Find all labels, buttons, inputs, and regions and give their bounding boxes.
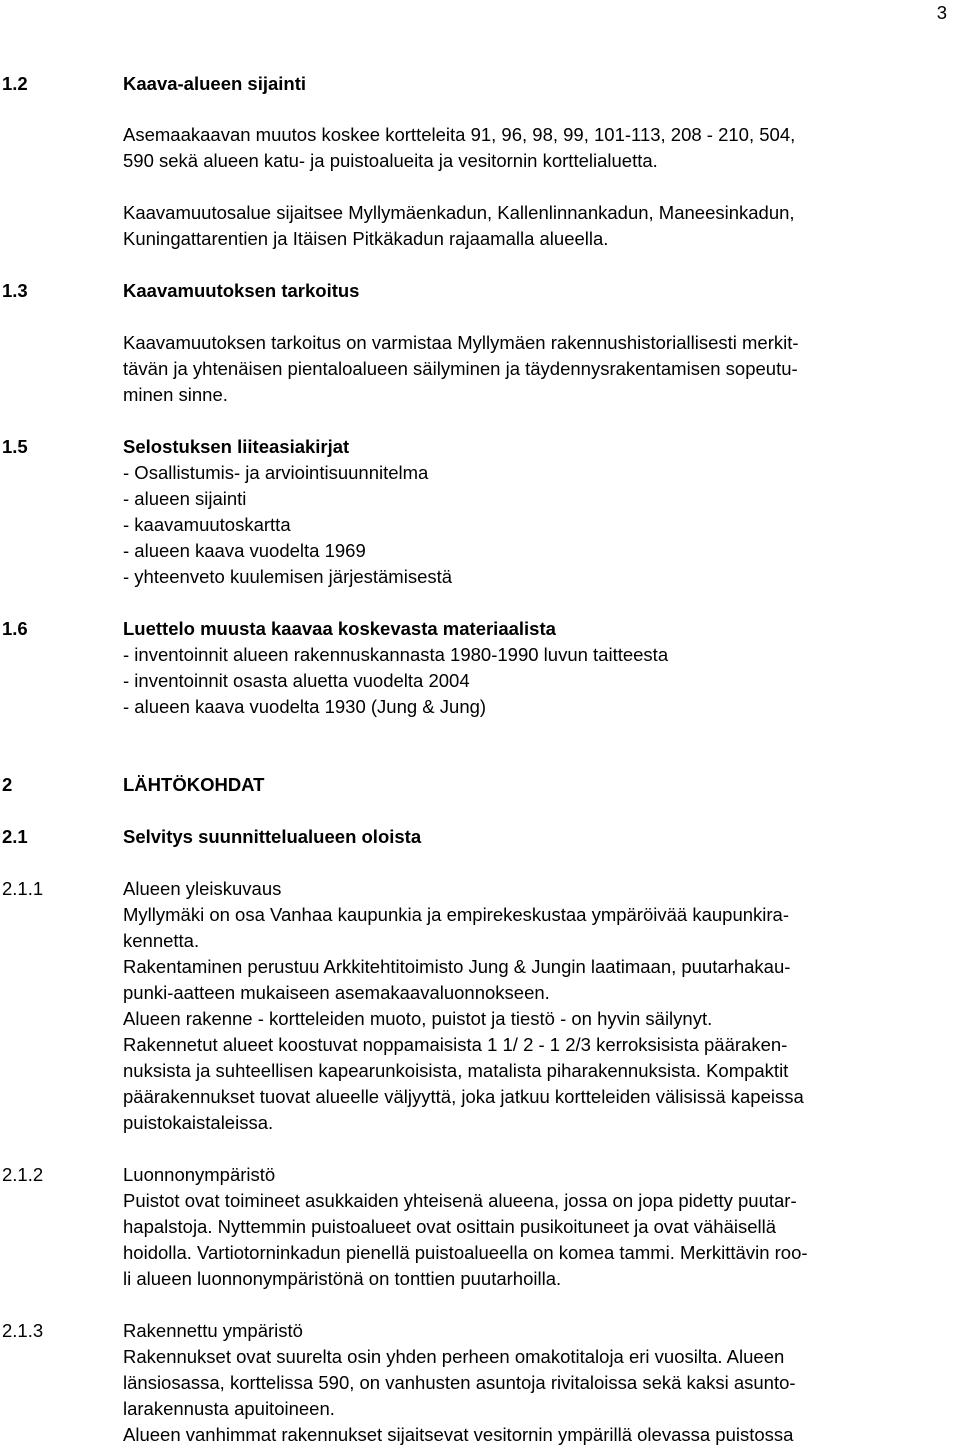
section-heading: Luonnonympäristö [123,1164,276,1185]
section-number: 2.1 [2,826,28,847]
paragraph-line: nuksista ja suhteellisen kapearunkoisista, matalista piharakennuksista. Kompaktit [123,1060,789,1081]
paragraph-line: hapalstoja. Nyttemmin puistoalueet ovat osittain pusikoituneet ja ovat vähäisellä [123,1216,777,1237]
section-2-1-2-body [123,1188,957,1292]
section-2-1-3-body [123,1344,957,1448]
list-item: - kaavamuutoskartta [123,514,291,535]
section-1-2-body [123,122,957,174]
list-item: - inventoinnit alueen rakennuskannasta 1980-1990 luvun taitteesta [123,644,669,665]
paragraph-line: tävän ja yhtenäisen pientaloalueen säilyminen ja täydennysrakentamisen sopeutu- [123,358,798,379]
section-number: 1.6 [2,618,28,639]
section-number: 1.5 [2,436,28,457]
page-number: 3 [936,2,947,23]
paragraph-line: Rakennetut alueet koostuvat noppamaisista 1 1/ 2 - 1 2/3 kerroksisista pääraken- [123,1034,788,1055]
section-heading: Selvitys suunnittelualueen oloista [123,826,422,847]
section-1-3-body [123,330,957,408]
section-heading: Kaavamuutoksen tarkoitus [123,280,360,301]
attachment-list [123,460,452,590]
paragraph-line: länsiosassa, korttelissa 590, on vanhusten asuntoja rivitaloissa sekä kaksi asunto- [123,1372,796,1393]
paragraph-line: Rakentaminen perustuu Arkkitehtitoimisto Jung & Jungin laatimaan, puutarhakau- [123,956,791,977]
section-heading: Alueen yleiskuvaus [123,878,282,899]
list-item: - alueen sijainti [123,488,247,509]
paragraph-line: larakennusta apuitoineen. [123,1398,335,1419]
section-heading: Rakennettu ympäristö [123,1320,303,1341]
paragraph-line: Asemaakaavan muutos koskee kortteleita 91, 96, 98, 99, 101-113, 208 - 210, 504, [123,124,796,145]
section-number: 2.1.2 [2,1164,44,1185]
paragraph-line: Myllymäki on osa Vanhaa kaupunkia ja empirekeskustaa ympäröivää kaupunkira- [123,904,789,925]
paragraph-line: Kaavamuutoksen tarkoitus on varmistaa Myllymäen rakennushistoriallisesti merkit- [123,332,799,353]
paragraph-line: minen sinne. [123,384,228,405]
section-number: 2 [2,774,13,795]
section-number: 2.1.3 [2,1320,44,1341]
paragraph-line: li alueen luonnonympäristönä on tonttien puutarhoilla. [123,1268,562,1289]
paragraph-line: Kuningattarentien ja Itäisen Pitkäkadun rajaamalla alueella. [123,228,609,249]
paragraph-line: hoidolla. Vartiotorninkadun pienellä puistoalueella on komea tammi. Merkittävin roo- [123,1242,808,1263]
section-number: 2.1.1 [2,878,44,899]
paragraph-line: kennetta. [123,930,200,951]
paragraph-line: Kaavamuutosalue sijaitsee Myllymäenkadun, Kallenlinnankadun, Maneesinkadun, [123,202,795,223]
section-heading: Luettelo muusta kaavaa koskevasta materiaalista [123,618,556,639]
paragraph-line: päärakennukset tuovat alueelle väljyyttä, joka jatkuu kortteleiden välisissä kapeissa [123,1086,804,1107]
list-item: - alueen kaava vuodelta 1969 [123,540,366,561]
paragraph-line: Rakennukset ovat suurelta osin yhden perheen omakotitaloja eri vuosilta. Alueen [123,1346,785,1367]
section-heading: Selostuksen liiteasiakirjat [123,436,350,457]
list-item: - inventoinnit osasta aluetta vuodelta 2004 [123,670,470,691]
section-heading: LÄHTÖKOHDAT [123,774,265,795]
section-number: 1.2 [2,73,28,94]
section-heading: Kaava-alueen sijainti [123,73,307,94]
paragraph-line: punki-aatteen mukaiseen asemakaavaluonnokseen. [123,982,550,1003]
paragraph-line: puistokaistaleissa. [123,1112,274,1133]
material-list [123,642,668,720]
list-item: - Osallistumis- ja arviointisuunnitelma [123,462,429,483]
list-item: - alueen kaava vuodelta 1930 (Jung & Jung) [123,696,487,717]
paragraph-line: Alueen vanhimmat rakennukset sijaitsevat vesitornin ympärillä olevassa puistossa [123,1424,794,1445]
paragraph-line: Puistot ovat toimineet asukkaiden yhteisenä alueena, jossa on jopa pidetty puutar- [123,1190,797,1211]
paragraph-line: 590 sekä alueen katu- ja puistoalueita ja vesitornin korttelialuetta. [123,150,658,171]
section-number: 1.3 [2,280,28,301]
paragraph-line: Alueen rakenne - kortteleiden muoto, puistot ja tiestö - on hyvin säilynyt. [123,1008,713,1029]
section-2-1-1-body [123,902,957,1136]
list-item: - yhteenveto kuulemisen järjestämisestä [123,566,453,587]
section-1-2-body-2 [123,200,957,252]
